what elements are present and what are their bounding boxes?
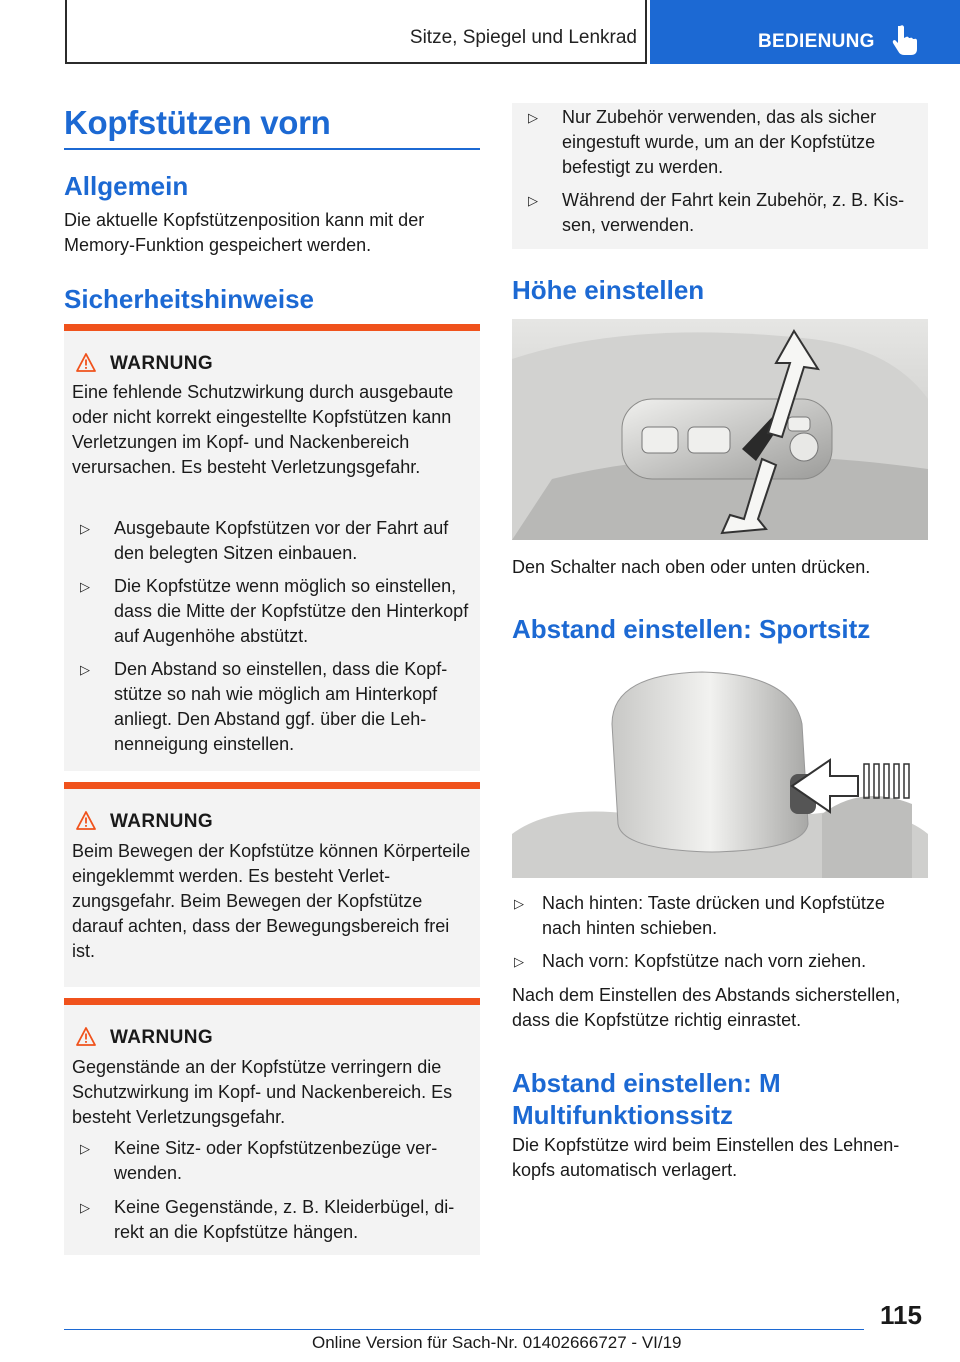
caption-hoehe: Den Schalter nach oben oder unten drücken. xyxy=(512,557,871,577)
bullet-triangle-icon: ▷ xyxy=(528,193,538,208)
heading-abstand-m-multifunktionssitz: Abstand einstellen: M Multifunktionssitz xyxy=(512,1068,781,1130)
warning-box xyxy=(64,1005,480,1255)
warning-bar xyxy=(64,324,480,331)
warning-title: WARNUNG xyxy=(110,1027,214,1048)
warning-bar xyxy=(64,998,480,1005)
list-item: ▷ Nach hinten: Taste drücken und Kopfstütze nach hinten schieben. xyxy=(514,893,885,938)
list-item: ▷ Ausgebaute Kopfstützen vor der Fahrt auf den belegten Sitzen einbauen. xyxy=(80,518,449,563)
list-item: ▷ Keine Gegenstände, z. B. Kleiderbügel, direkt an die Kopfstütze hängen. xyxy=(80,1197,455,1242)
list-item: ▷ Nur Zubehör verwenden, das als sicher eingestuft wurde, um an der Kopfstütze befestigt zu werden. xyxy=(528,107,877,177)
hand-pointer-icon xyxy=(888,22,922,56)
title-rule xyxy=(64,148,480,150)
bullet-triangle-icon: ▷ xyxy=(80,1141,90,1156)
list-item: ▷ Während der Fahrt kein Zubehör, z. B. Kissen, verwenden. xyxy=(528,190,905,235)
heading-abstand-sportsitz: Abstand einstellen: Sportsitz xyxy=(512,614,871,644)
bullet-triangle-icon: ▷ xyxy=(514,896,524,911)
list-item: ▷ Nach vorn: Kopfstütze nach vorn ziehen. xyxy=(512,949,928,974)
bullet-triangle-icon: ▷ xyxy=(80,521,90,536)
warning-box-continued xyxy=(512,103,928,249)
bullet-triangle-icon: ▷ xyxy=(514,954,524,969)
headrest-illustration xyxy=(512,664,928,878)
page-number: 115 xyxy=(880,1300,922,1330)
bullet-triangle-icon: ▷ xyxy=(80,1200,90,1215)
warning-text: Beim Bewegen der Kopfstütze können Körperteile eingeklemmt werden. Es besteht Verletzungsgefahr. Beim Bewegen der Kopfstütze darauf achten, dass der Bewegungsbereich frei ist. xyxy=(72,841,471,961)
seat-switch-image xyxy=(512,319,928,540)
warning-icon xyxy=(76,1027,96,1046)
page-title: Kopfstützen vorn xyxy=(64,104,331,141)
seat-switch-illustration xyxy=(512,319,928,540)
paragraph-allgemein: Die aktuelle Kopfstützenposition kann mit der Memory-Funktion gespeichert werden. xyxy=(64,210,425,255)
warning-text: Gegenstände an der Kopfstütze verringern die Schutzwirkung im Kopf- und Nackenbereich. Es besteht Verletzungsgefahr. xyxy=(72,1057,453,1127)
headrest-image xyxy=(512,664,928,878)
header-section-title: Sitze, Spiegel und Lenkrad xyxy=(409,27,637,48)
warning-title: WARNUNG xyxy=(110,811,214,832)
warning-bar xyxy=(64,782,480,789)
heading-hoehe-einstellen: Höhe einstellen xyxy=(512,275,705,305)
warning-text: Eine fehlende Schutzwirkung durch ausgebaute oder nicht korrekt eingestellte Kopfstützen kann Verletzungen im Kopf- und Nackenbereich verursachen. Es besteht Verletzungsgefahr. xyxy=(72,382,454,477)
bullet-triangle-icon: ▷ xyxy=(528,110,538,125)
warning-title: WARNUNG xyxy=(110,353,214,374)
paragraph-multifunktionssitz: Die Kopfstütze wird beim Einstellen des Lehnenkopfs automatisch verlagert. xyxy=(512,1135,900,1180)
bullet-triangle-icon: ▷ xyxy=(80,579,90,594)
footer-version-text: Online Version für Sach-Nr. 01402666727 - VI/19 xyxy=(312,1333,682,1352)
heading-sicherheitshinweise: Sicherheitshinweise xyxy=(64,284,314,314)
list-item: ▷ Den Abstand so einstellen, dass die Kopfstütze so nah wie möglich am Hinterkopf anliegt. Den Abstand ggf. über die Lehnenneigung einstellen. xyxy=(80,659,448,754)
warning-icon xyxy=(76,353,96,372)
list-item: ▷ Keine Sitz- oder Kopfstützenbezüge verwenden. xyxy=(80,1138,438,1183)
heading-allgemein: Allgemein xyxy=(64,171,189,201)
warning-box xyxy=(64,331,480,771)
paragraph-einrasten: Nach dem Einstellen des Abstands sicherstellen, dass die Kopfstütze richtig einrastet. xyxy=(512,985,901,1030)
warning-box xyxy=(64,789,480,987)
bullet-triangle-icon: ▷ xyxy=(80,662,90,677)
list-item: ▷ Die Kopfstütze wenn möglich so einstellen, dass die Mitte der Kopfstütze den Hinterkopf auf Augenhöhe abstützt. xyxy=(80,576,469,646)
header-chapter-label: BEDIENUNG xyxy=(758,31,875,52)
footer-rule xyxy=(64,1329,864,1330)
warning-icon xyxy=(76,811,96,830)
